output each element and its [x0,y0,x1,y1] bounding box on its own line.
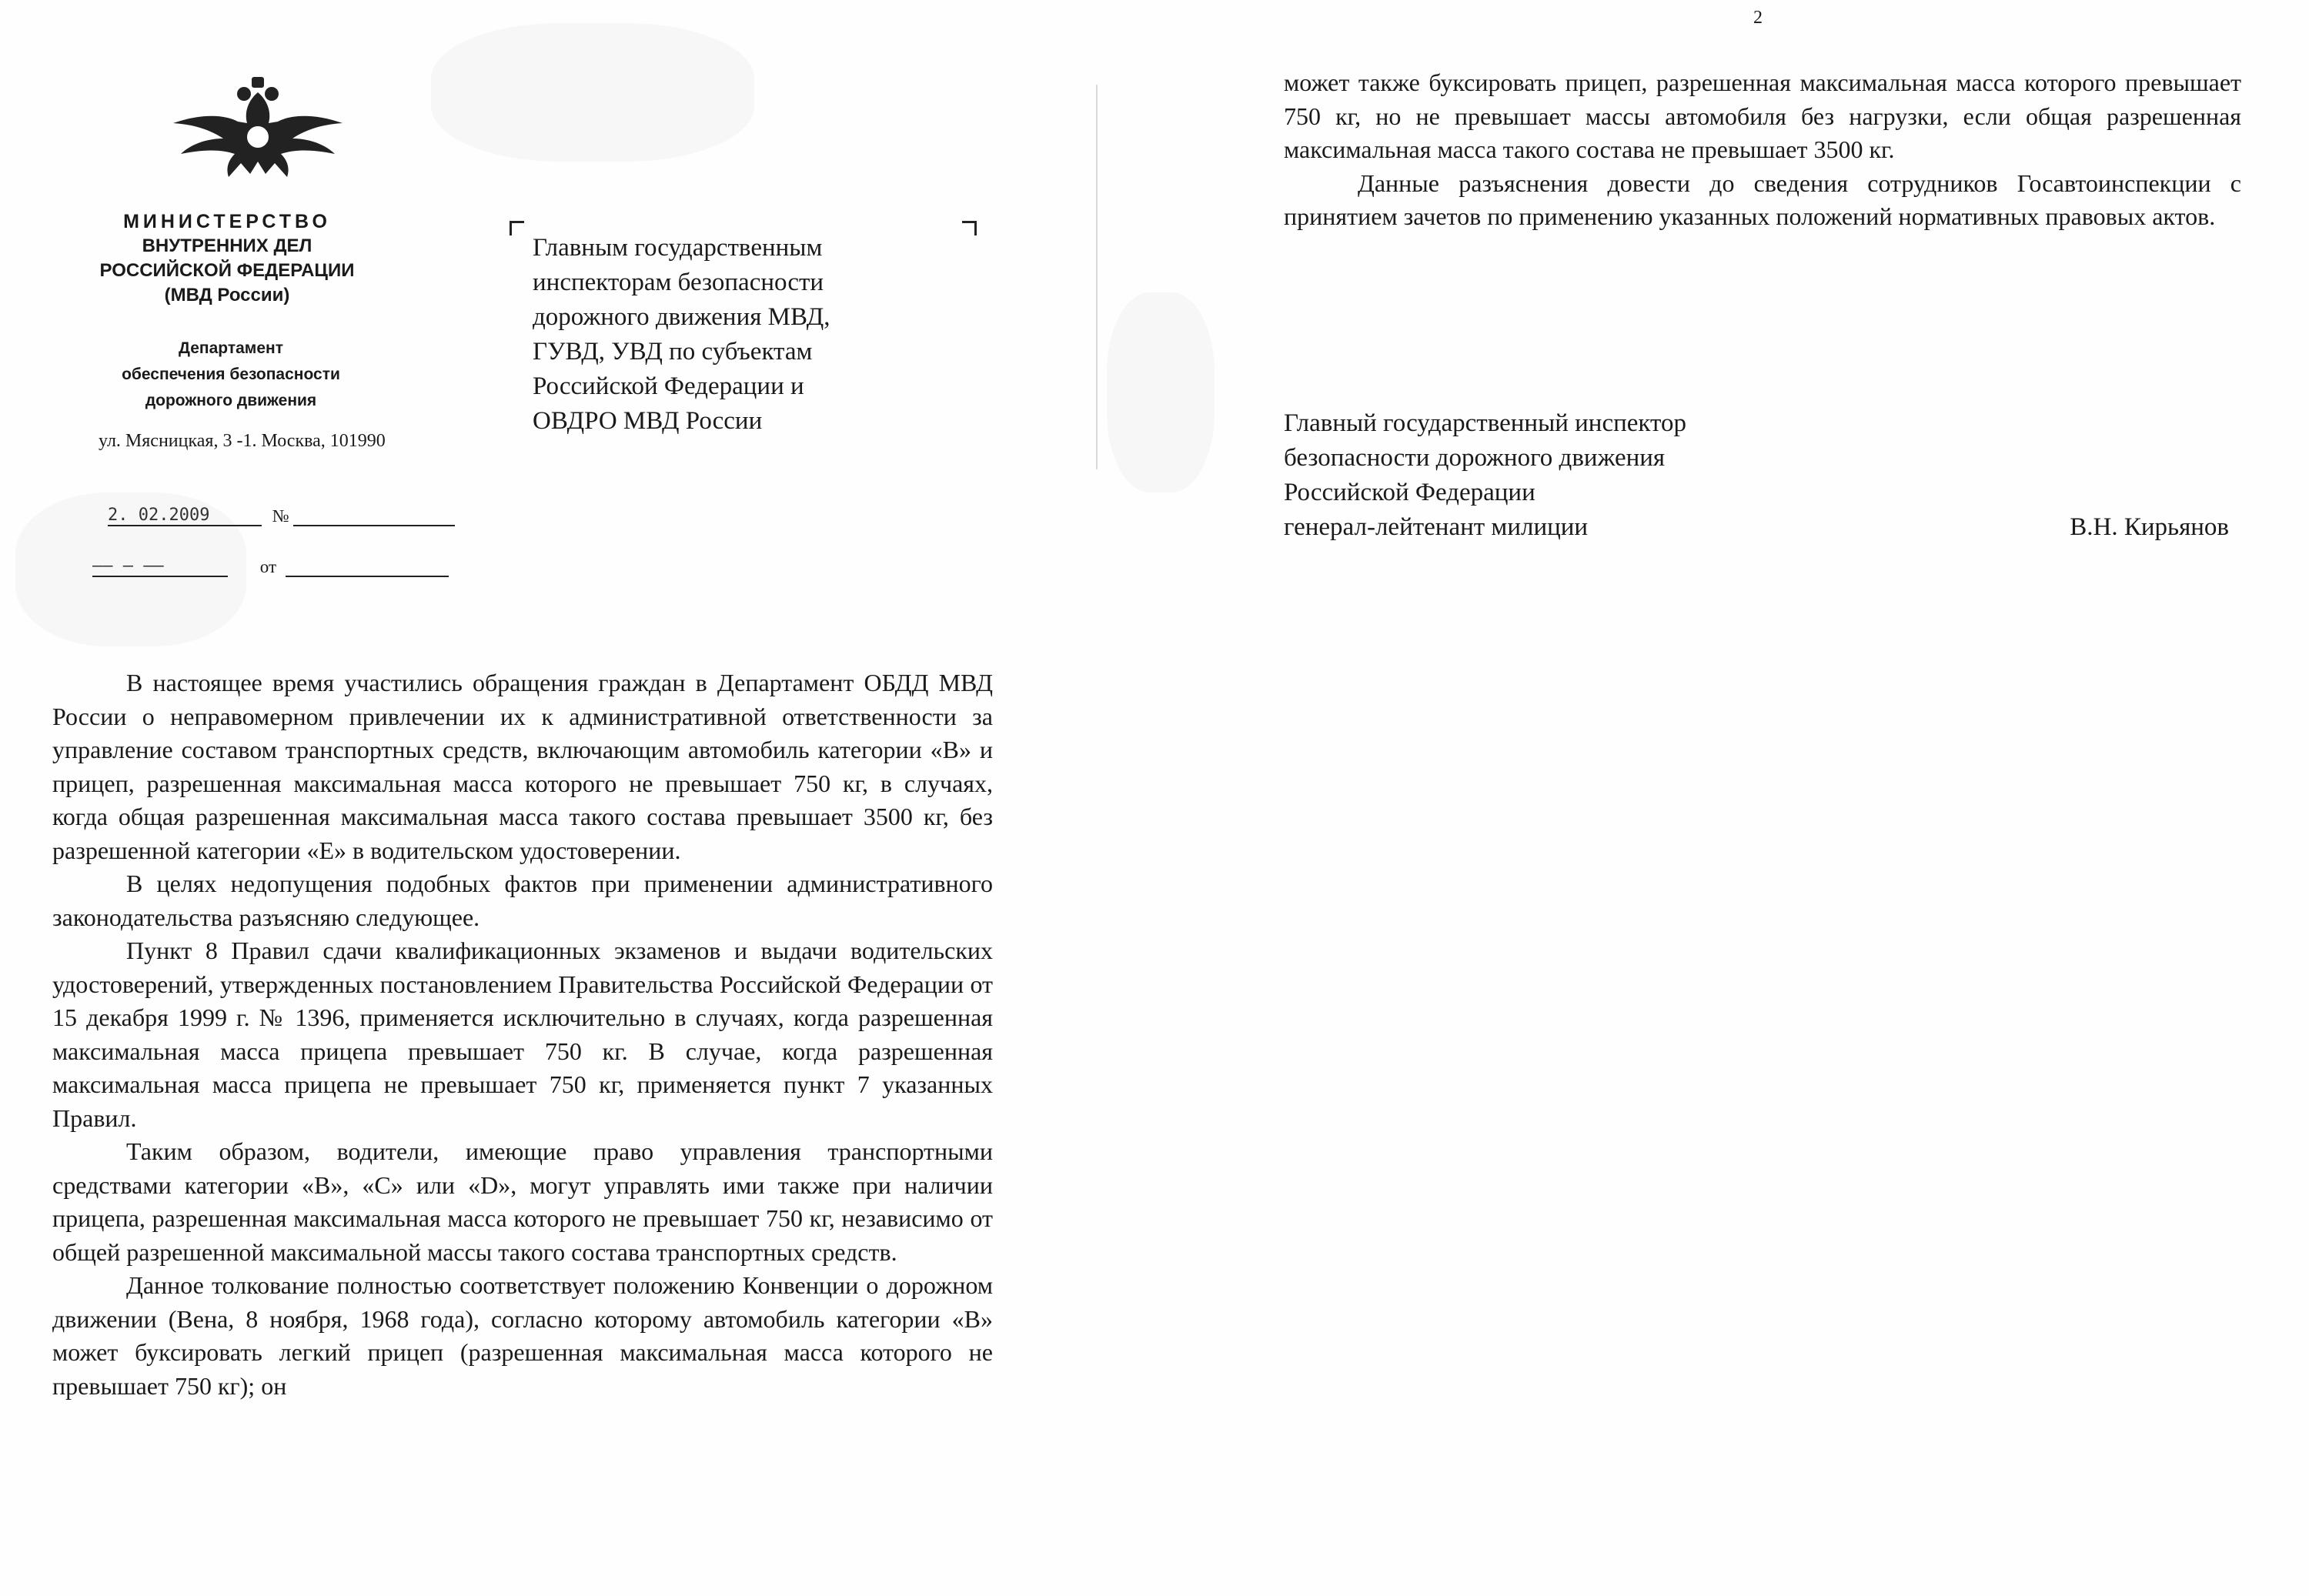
reg-from-value: –– – –– [92,556,164,576]
page-1 [0,0,1099,1596]
addressee-line: Главным государственным [533,234,823,262]
letter-continuation [1284,66,2241,234]
double-headed-eagle-emblem [158,77,358,181]
ministry-address: ул. Мясницкая, 3 -1. Москва, 101990 [99,431,386,451]
department-name [92,336,369,414]
scan-smudge [431,23,754,162]
instruction-paragraph: Данные разъяснения довести до сведения сотрудников Госавтоинспекции с принятием зачетов по применению указанных положений нормативных правовых актов. [1284,169,2241,230]
addressee-line: инспекторам безопасности [533,269,824,296]
body-paragraph: Таким образом, водители, имеющие право управления транспортными средствами категории «В», «С» или «D», могут управлять ими также при наличии прицепа, разрешенная максимальная масса которого не превышает 750 кг, независимо от общей разрешенной максимальной массы такого состава транспортных средств. [52,1137,993,1266]
page-number: 2 [1753,8,1763,28]
addressee-block [533,231,964,439]
signature-block [1284,406,2238,545]
scan-smudge [1107,292,1215,492]
org-line: (МВД России) [164,285,290,306]
org-line: ВНУТРЕННИХ ДЕЛ [142,235,312,256]
addressee-line: дорожного движения МВД, [533,303,830,331]
address-corner-mark [510,221,524,235]
address-corner-mark [962,221,977,235]
reg-from-date-line [92,556,228,577]
dept-line: Департамент [179,339,283,357]
signatory-title-line: безопасности дорожного движения [1284,444,1666,472]
signatory-name: В.Н. Кирьянов [2070,513,2229,541]
org-line: РОССИЙСКОЙ ФЕДЕРАЦИИ [99,260,355,281]
registration-number-row [108,505,455,526]
addressee-line: ГУВД, УВД по субъектам [533,338,813,366]
reg-no-line [293,505,455,526]
org-line: МИНИСТЕРСТВО [123,211,331,232]
body-paragraph: Данное толкование полностью соответствует положению Конвенции о дорожном движении (Вена, 8 ноября, 1968 года), согласно которому автомобиль категории «В» может буксировать легкий прицеп (разрешенная максимальная масса которого не превышает 750 кг); он [52,1271,993,1400]
reg-date-line [108,505,262,526]
addressee-line: ОВДРО МВД России [533,407,763,435]
addressee-line: Российской Федерации и [533,372,804,400]
signatory-title-line: Главный государственный инспектор [1284,409,1687,437]
continuation-paragraph: может также буксировать прицеп, разрешенная максимальная масса которого превышает 750 кг, но не превышает массы автомобиля без нагрузки, если общая разрешенная максимальная масса такого состава не превышает 3500 кг. [1284,68,2241,163]
page-fold-line [1096,85,1098,469]
letter-body [52,666,993,1403]
reg-date: 2. 02.2009 [108,506,210,525]
page-2 [1099,0,2309,1596]
signatory-title-line: Российской Федерации [1284,479,1535,506]
dept-line: обеспечения безопасности [122,366,340,383]
registration-from-row [92,556,449,577]
dept-line: дорожного движения [145,392,317,409]
ministry-name [62,209,393,308]
reg-no-label: № [272,506,289,526]
reg-from-line [286,556,449,577]
body-paragraph: В настоящее время участились обращения граждан в Департамент ОБДД МВД России о неправомерном привлечении их к административной ответственности за управление составом транспортных средств, включающим автомобиль категории «В» и прицеп, разрешенная максимальная масса которого не превышает 750 кг, в случаях, когда общая разрешенная максимальная масса такого состава превышает 3500 кг, без разрешенной категории «Е» в водительском удостоверении. [52,669,993,864]
body-paragraph: Пункт 8 Правил сдачи квалификационных экзаменов и выдачи водительских удостоверений, утвержденных постановлением Правительства Российской Федерации от 15 декабря 1999 г. № 1396, применяется исключительно в случаях, когда разрешенная максимальная масса прицепа превышает 750 кг. В случае, когда разрешенная максимальная масса прицепа не превышает 750 кг, применяется пункт 7 указанных Правил. [52,937,993,1132]
signatory-title-line: генерал-лейтенант милиции [1284,513,1589,541]
reg-from-label: от [259,557,276,576]
body-paragraph: В целях недопущения подобных фактов при применении административного законодательства разъясняю следующее. [52,870,993,931]
